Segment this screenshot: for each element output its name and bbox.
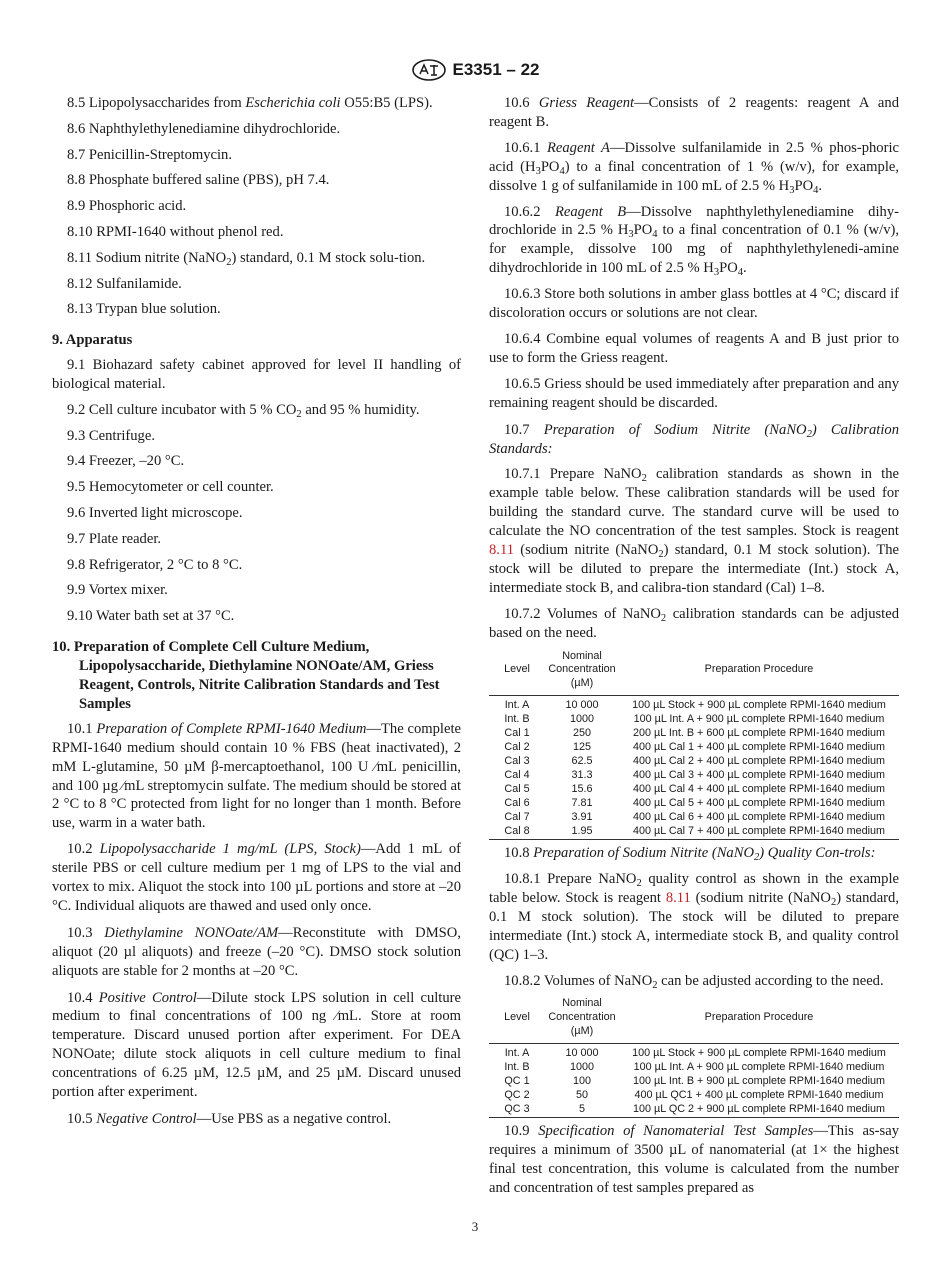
paragraph-10-7: 10.7 Preparation of Sodium Nitrite (NaNO$_2$) Calibration Standards: <box>489 421 899 457</box>
reagent-item: 8.13 Trypan blue solution. <box>67 301 221 318</box>
column-header-procedure: Preparation Procedure <box>619 650 899 696</box>
paragraph-10-8: 10.8 Preparation of Sodium Nitrite (NaNO$_2$) Quality Con-trols: <box>504 845 876 864</box>
calibration-standards-table <box>489 650 899 841</box>
paragraph-10-6-2: 10.6.2 Reagent B—Dissolve naphthylethylenediamine dihy-drochloride in 2.5 % $H_3PO_4$ to a final concentration of 0.1 % (w/v), for example, dissolve 100 mg of naphthylethylenedi-amine dihydrochloride in 100 mL of 2.5 % $H_3PO_4$. <box>489 203 899 279</box>
table-row: Int. A 10 000 100 µL Stock + 900 µL complete RPMI-1640 medium <box>504 699 886 712</box>
table-row: Cal 1 250 200 µL Int. B + 600 µL complete RPMI-1640 medium <box>504 727 885 740</box>
apparatus-item: 9.2 Cell culture incubator with 5 % $CO_2$ and 95 % humidity. <box>67 401 420 421</box>
paragraph-10-4: 10.4 Positive Control—Dilute stock LPS solution in cell culture medium to final concentrations of 100 ng ⁄mL. Store at room temperature. Discard unused portion after experiment. For DEA NONOate; dilute stock aliquots in cell culture medium to final concentrations of 6.25 µM, 12.5 µM, and 25 µM. Discard unused portion after experiment. <box>52 989 461 1101</box>
column-header-concentration: Nominal Concentration (µM) <box>545 997 619 1043</box>
table-header-row <box>489 650 899 696</box>
astm-logo-icon <box>411 59 447 81</box>
apparatus-item: 9.1 Biohazard safety cabinet approved for level II handling of biological material. <box>52 357 461 393</box>
reagent-item: 8.12 Sulfanilamide. <box>67 275 182 292</box>
paragraph-10-1: 10.1 Preparation of Complete RPMI-1640 Medium—The complete RPMI-1640 medium should contain 10 % FBS (heat inactivated), 2 mM L-glutamine, 50 µM β-mercaptoethanol, 100 U ⁄mL penicillin, and 100 µg ⁄mL streptomycin sulfate. The medium should be stored at 2 °C to 8 °C protected from light for no longer than 1 month. Before use, warm in a water bath. <box>52 720 461 832</box>
apparatus-item: 9.5 Hemocytometer or cell counter. <box>67 479 274 496</box>
table-row: Cal 8 1.95 400 µL Cal 7 + 400 µL complete RPMI-1640 medium <box>489 825 899 839</box>
table-row: Int. A 10 000 100 µL Stock + 900 µL complete RPMI-1640 medium <box>504 1047 886 1060</box>
reagent-item: 8.6 Naphthylethylenediamine dihydrochloride. <box>67 120 341 137</box>
apparatus-item: 9.7 Plate reader. <box>67 530 162 547</box>
paragraph-10-9: 10.9 Specification of Nanomaterial Test Samples—This as-say requires a minimum of 3500 µL of nanomaterial (at 1× the highest final test concentration, this volume is calculated from the number and concentration of test samples prepared as <box>489 1122 899 1196</box>
paragraph-10-8-1: 10.8.1 Prepare NaNO$_2$ quality control as shown in the example table below. Stock is reagent 8.11 (sodium nitrite (NaNO$_2$) standard, 0.1 M stock solution). The stock will be diluted to prepare intermediate (Int.) stock A, intermediate stock B, and quality control (QC) 1–3. <box>489 871 899 963</box>
reagent-item: 8.9 Phosphoric acid. <box>67 198 187 215</box>
column-header-level: Level <box>489 650 545 696</box>
paragraph-10-6-5: 10.6.5 Griess should be used immediately after preparation and any remaining reagent should be discarded. <box>489 375 899 411</box>
table-row: Cal 7 3.91 400 µL Cal 6 + 400 µL complete RPMI-1640 medium <box>504 811 885 824</box>
reagent-item: 8.10 RPMI-1640 without phenol red. <box>67 223 284 240</box>
table-row: QC 1 100 100 µL Int. B + 900 µL complete RPMI-1640 medium <box>504 1075 885 1088</box>
column-header-concentration: Nominal Concentration (µM) <box>545 650 619 696</box>
quality-controls-table <box>489 997 899 1118</box>
table-row: Int. B 1000 100 µL Int. A + 900 µL complete RPMI-1640 medium <box>504 713 885 726</box>
apparatus-heading: 9. Apparatus <box>52 332 133 349</box>
paragraph-10-2: 10.2 Lipopolysaccharide 1 mg/mL (LPS, Stock)—Add 1 mL of sterile PBS or cell culture medium per 1 mg of LPS to the vial and vortex to mix. Aliquot the stock into 100 µL portions and store at –20 °C. Individual aliquots are thawed and used only once. <box>52 841 461 914</box>
paragraph-10-6-4: 10.6.4 Combine equal volumes of reagents A and B just prior to use to form the Griess reagent. <box>489 330 899 366</box>
reagent-item: 8.7 Penicillin-Streptomycin. <box>67 146 232 163</box>
apparatus-item: 9.4 Freezer, –20 °C. <box>67 453 185 470</box>
paragraph-10-7-2: 10.7.2 Volumes of NaNO$_2$ calibration standards can be adjusted based on the need. <box>489 605 900 641</box>
apparatus-item: 9.10 Water bath set at 37 °C. <box>67 608 235 625</box>
table-row: Cal 6 7.81 400 µL Cal 5 + 400 µL complete RPMI-1640 medium <box>504 797 885 810</box>
paragraph-10-6: 10.6 Griess Reagent—Consists of 2 reagents: reagent A and reagent B. <box>489 95 899 130</box>
paragraph-10-6-3: 10.6.3 Store both solutions in amber glass bottles at 4 °C; discard if discoloration occurs or solutions are not clear. <box>489 286 899 322</box>
apparatus-item: 9.9 Vortex mixer. <box>67 582 168 599</box>
reagent-8-11-link[interactable]: 8.11 <box>665 889 691 906</box>
table-row: Cal 3 62.5 400 µL Cal 2 + 400 µL complete RPMI-1640 medium <box>504 755 885 768</box>
table-row: Cal 2 125 400 µL Cal 1 + 400 µL complete RPMI-1640 medium <box>504 741 885 754</box>
apparatus-item: 9.6 Inverted light microscope. <box>67 505 243 522</box>
reagent-item: 8.11 Sodium nitrite (NaNO$_2$) standard, 0.1 M stock solu-tion. <box>67 249 426 268</box>
reagent-item: 8.8 Phosphate buffered saline (PBS), pH 7.4. <box>67 172 330 189</box>
table-row: Int. B 1000 100 µL Int. A + 900 µL complete RPMI-1640 medium <box>504 1061 885 1074</box>
table-header-row <box>489 997 899 1043</box>
paragraph-10-3: 10.3 Diethylamine NONOate/AM—Reconstitute with DMSO, aliquot (20 µl aliquots) and freeze (–20 °C). DMSO stock solution aliquots are stable for 2 months at –20 °C. <box>52 924 461 979</box>
table-row: Cal 4 31.3 400 µL Cal 3 + 400 µL complete RPMI-1640 medium <box>504 769 885 782</box>
apparatus-item: 9.8 Refrigerator, 2 °C to 8 °C. <box>67 556 243 573</box>
reagent-8-11-link[interactable]: 8.11 <box>489 542 514 559</box>
page-header <box>0 58 950 82</box>
paragraph-10-8-2: 10.8.2 Volumes of NaNO$_2$ can be adjusted according to the need. <box>504 972 884 991</box>
table-row: QC 3 5 100 µL QC 2 + 900 µL complete RPMI-1640 medium <box>489 1103 899 1117</box>
page-number: 3 <box>471 1219 479 1234</box>
column-header-level: Level <box>489 997 545 1043</box>
paragraph-10-7-1: 10.7.1 Prepare NaNO$_2$ calibration standards as shown in the example table below. These calibration standards will be used for building the standard curve. The standard curve will be used to calculate the NO concentration of the test samples. Stock is reagent 8.11 (sodium nitrite (NaNO$_2$) standard, 0.1 M stock solution). The stock will be diluted to prepare the intermediate (Int.) stock A, intermediate stock B, and calibra-tion standard (Cal) 1–8. <box>489 466 900 596</box>
preparation-heading: 10. Preparation of Complete Cell Culture Medium, Lipopolysaccharide, Diethylamine NONOate/AM, Griess Reagent, Controls, Nitrite Calibration Standards and Test Samples <box>52 639 440 712</box>
table-row: Cal 5 15.6 400 µL Cal 4 + 400 µL complete RPMI-1640 medium <box>504 783 885 796</box>
column-header-procedure: Preparation Procedure <box>619 997 899 1043</box>
standard-designation: E3351 – 22 <box>452 59 540 79</box>
apparatus-item: 9.3 Centrifuge. <box>67 427 155 444</box>
reagent-item: 8.5 Lipopolysaccharides from Escherichia coli O55:B5 (LPS). <box>67 95 433 111</box>
table-row: QC 2 50 400 µL QC1 + 400 µL complete RPMI-1640 medium <box>504 1089 884 1102</box>
paragraph-10-5: 10.5 Negative Control—Use PBS as a negative control. <box>67 1111 392 1128</box>
left-column <box>52 94 461 1136</box>
right-column <box>489 94 899 1205</box>
paragraph-10-6-1: 10.6.1 Reagent A—Dissolve sulfanilamide in 2.5 % phos-phoric acid $(H_3PO_4)$ to a final concentration of 1 % (w/v), for example, dissolve 1 g of sulfanilamide in 100 mL of 2.5 % $H_3PO_4$. <box>489 139 899 196</box>
